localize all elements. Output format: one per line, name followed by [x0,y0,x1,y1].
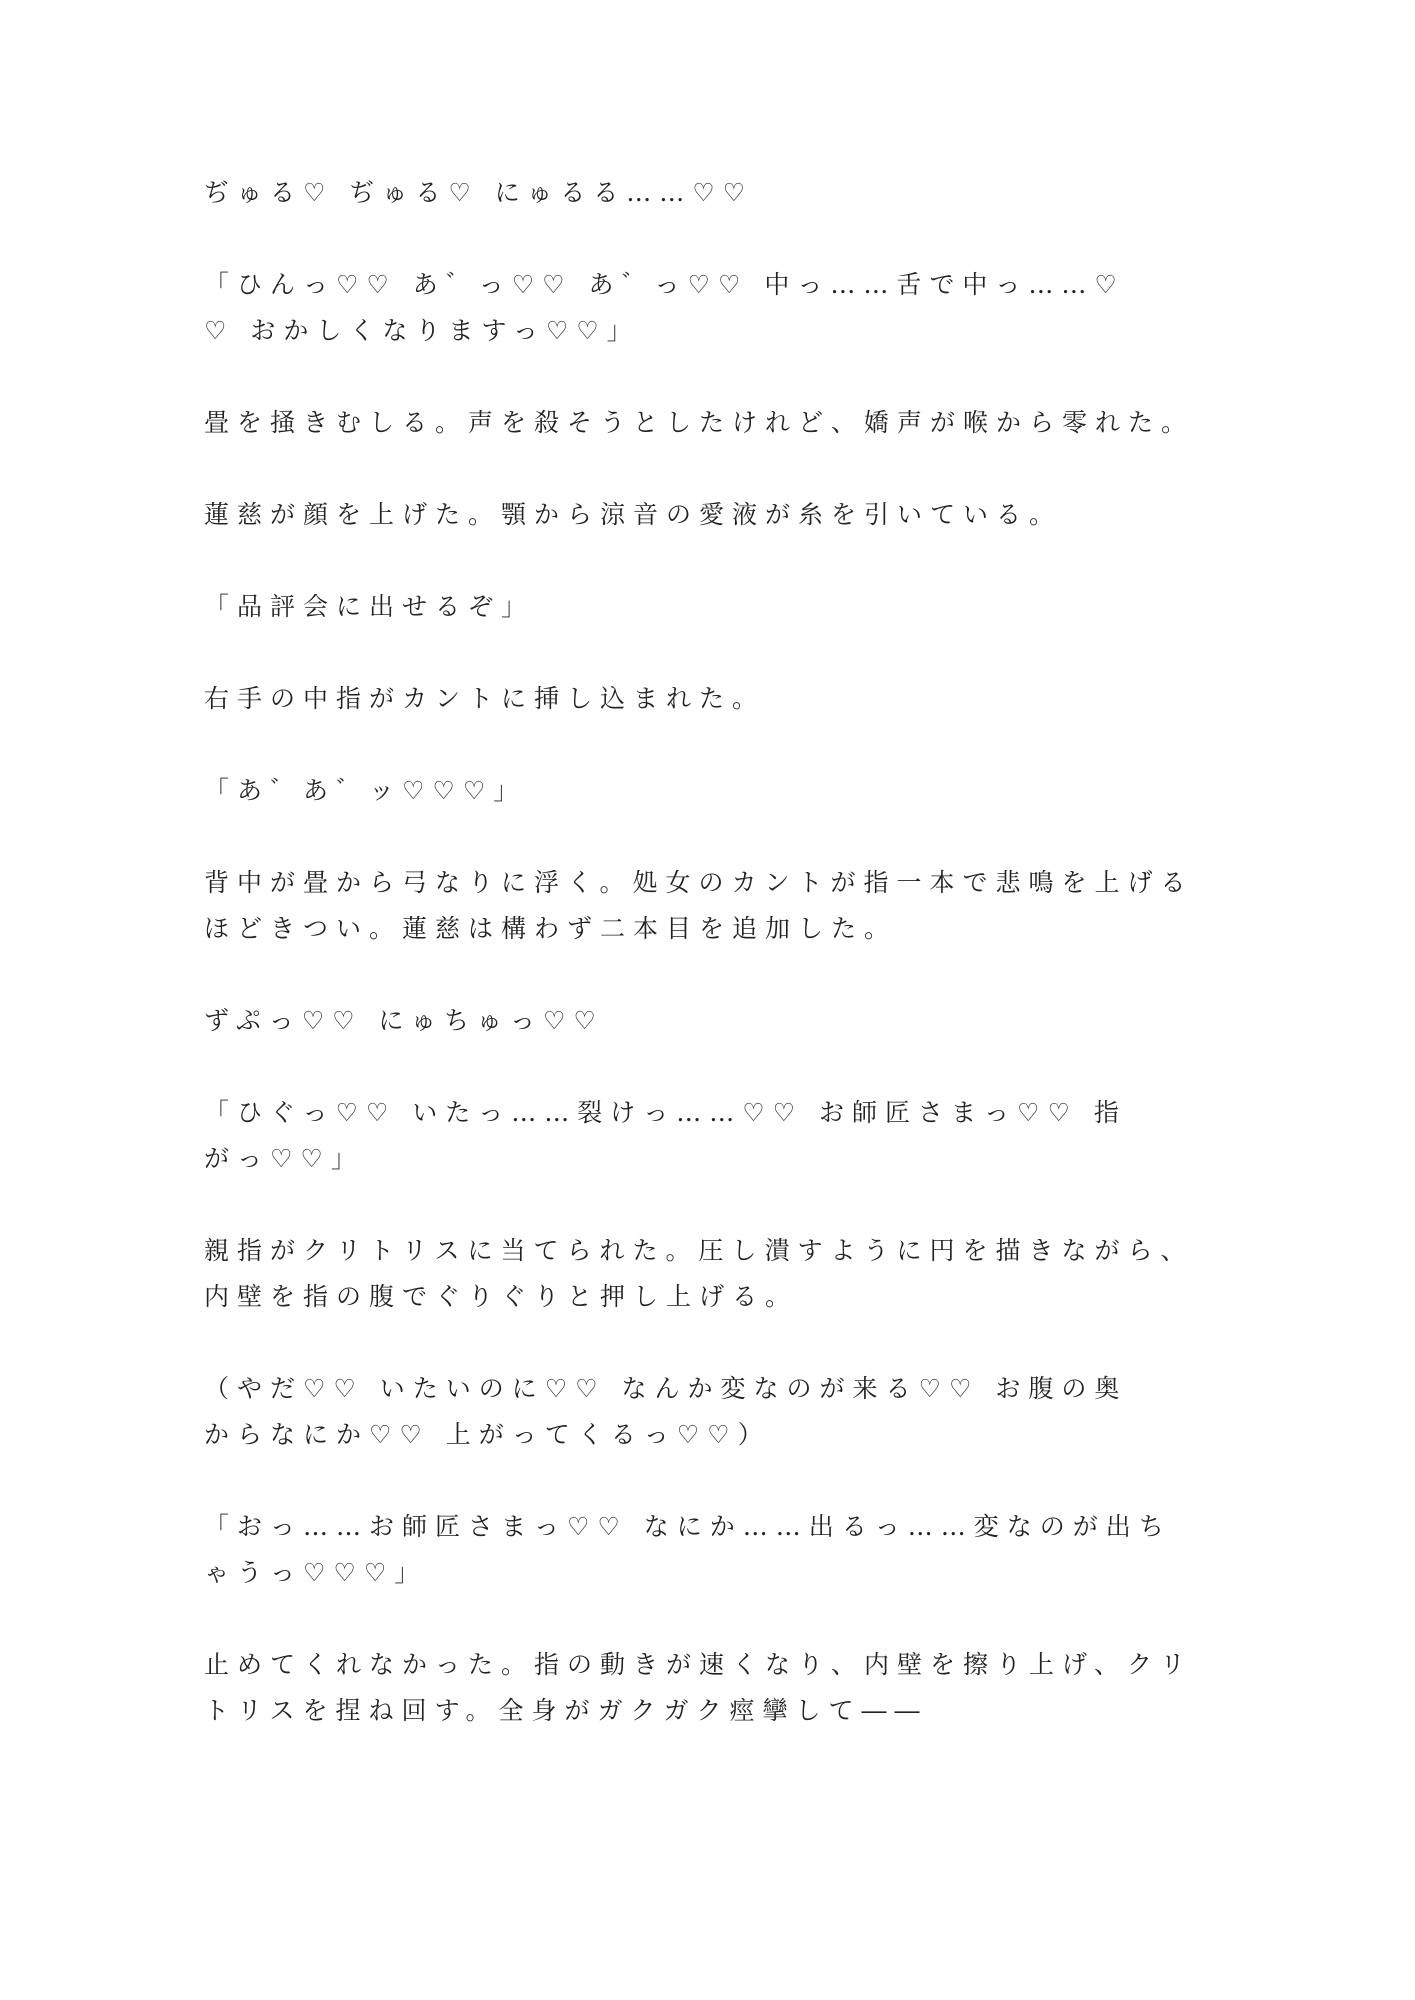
text-line: 「おっ……お師匠さまっ♡♡ なにか……出るっ……変なのが出ち [204,1512,1172,1541]
document-page [204,170,1214,1780]
text-line: 「あ゛あ゛ッ♡♡♡」 [204,776,527,805]
text-line: からなにか♡♡ 上がってくるっ♡♡） [204,1420,771,1449]
text-line: ぢゅる♡ ぢゅる♡ にゅるる……♡♡ [204,178,754,207]
text-line: 「品評会に出せるぞ」 [204,592,535,621]
text-line: 右手の中指がカントに挿し込まれた。 [204,684,766,713]
text-line: 「ひんっ♡♡ あ゛っ♡♡ あ゛っ♡♡ 中っ……舌で中っ……♡ [204,270,1125,299]
paragraph [204,584,1214,630]
paragraph [204,676,1214,722]
paragraph [204,1090,1214,1182]
paragraph [204,262,1214,354]
text-line: 止めてくれなかった。指の動きが速くなり、内壁を擦り上げ、クリ [204,1650,1194,1679]
text-line: ♡ おかしくなりますっ♡♡」 [204,316,640,345]
text-line: ゃうっ♡♡♡」 [204,1558,428,1587]
text-line: （やだ♡♡ いたいのに♡♡ なんか変なのが来る♡♡ お腹の奥 [204,1374,1128,1403]
text-line: ほどきつい。蓮慈は構わず二本目を追加した。 [204,914,898,943]
text-line: 「ひぐっ♡♡ いたっ……裂けっ……♡♡ お師匠さまっ♡♡ 指 [204,1098,1127,1127]
text-line: 畳を掻きむしる。声を殺そうとしたけれど、嬌声が喉から零れた。 [204,408,1195,437]
text-line: 親指がクリトリスに当てられた。圧し潰すように円を描きながら、 [204,1236,1194,1265]
text-line: ずぷっ♡♡ にゅちゅっ♡♡ [204,1006,604,1035]
paragraph [204,492,1214,538]
text-line: 内壁を指の腹でぐりぐりと押し上げる。 [204,1282,799,1311]
text-line: 蓮慈が顔を上げた。顎から涼音の愛液が糸を引いている。 [204,500,1063,529]
paragraph [204,1228,1214,1320]
paragraph [204,768,1214,814]
text-line: 背中が畳から弓なりに浮く。処女のカントが指一本で悲鳴を上げる [204,868,1194,897]
paragraph [204,400,1214,446]
paragraph [204,1366,1214,1458]
paragraph [204,860,1214,952]
paragraph [204,1642,1214,1734]
paragraph [204,998,1214,1044]
paragraph [204,1504,1214,1596]
text-line: がっ♡♡」 [204,1144,364,1173]
paragraph [204,170,1214,216]
text-line: トリスを捏ね回す。全身がガクガク痙攣して―― [204,1696,928,1725]
